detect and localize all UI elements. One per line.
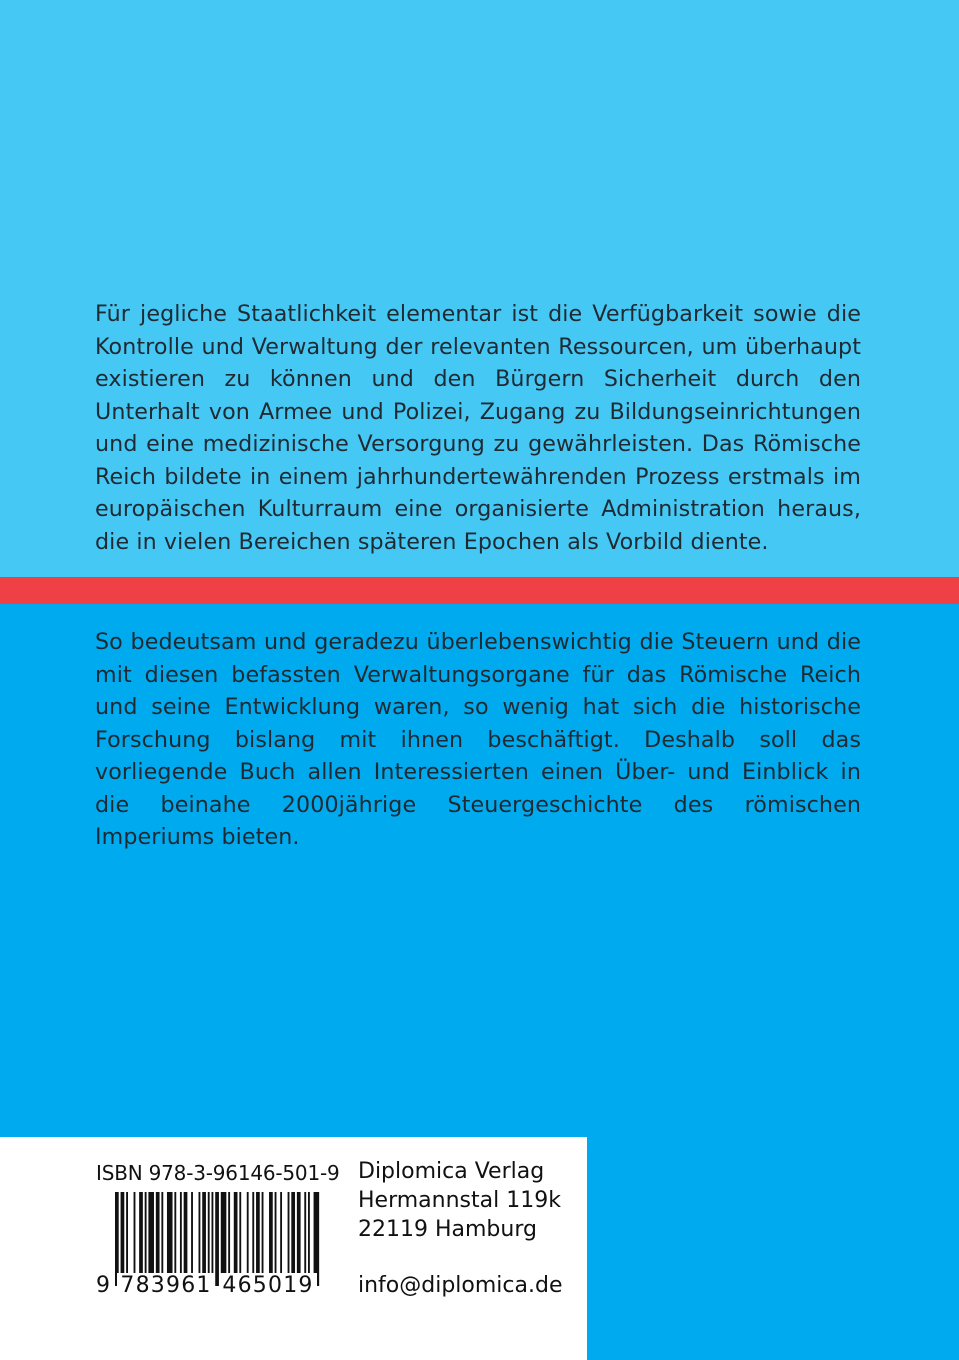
barcode-bar	[280, 1192, 282, 1274]
barcode-bar	[256, 1192, 260, 1274]
barcode-bar	[126, 1192, 128, 1274]
red-divider-stripe	[0, 577, 959, 604]
barcode-bar	[239, 1192, 241, 1274]
barcode-bar	[139, 1192, 143, 1274]
barcode-bar	[145, 1192, 147, 1274]
blurb-paragraph-2: So bedeutsam und geradezu überlebenswichtig die Steuern und die mit diesen befassten Verwaltungsorgane für das Römische Reich und seine Entwicklung waren, so wenig hat sich die historische Forschung bislang mit ihnen beschäftigt. Deshalb soll das vorliegende Buch allen Interessierten einen Über- und Einblick in die beinahe 2000jährige Steuergeschichte des römischen Imperiums bieten.	[95, 629, 861, 850]
barcode-digits-right: 465019	[219, 1273, 317, 1298]
barcode-bar	[269, 1192, 273, 1274]
barcode-bar	[174, 1192, 176, 1274]
publisher-email: info@diplomica.de	[358, 1273, 563, 1298]
publisher-street: Hermannstal 119k	[358, 1188, 561, 1213]
barcode-bar	[161, 1192, 163, 1274]
barcode-bar	[288, 1192, 290, 1274]
barcode-bar	[262, 1192, 264, 1274]
barcode-digit-first: 9	[96, 1273, 110, 1298]
barcode-bar	[314, 1192, 320, 1286]
barcode-bar	[212, 1192, 214, 1274]
blurb-paragraph-1: Für jegliche Staatlichkeit elementar ist die Verfügbarkeit sowie die Kontrolle und Verwaltung der relevanten Ressourcen, um überhaupt existieren zu können und den Bürgern Sicherheit durch den Unterhalt von Armee und Polizei, Zugang zu Bildungseinrichtungen und eine medizinische Versorgung zu gewährleisten. Das Römische Reich bildete in einem jahrhundertewährenden Prozess erstmals im europäischen Kulturraum eine organisierte Administration heraus, die in vielen Bereichen späteren Epochen als Vorbild diente.	[95, 301, 861, 555]
barcode-bar	[247, 1192, 249, 1274]
barcode-bar	[215, 1192, 219, 1286]
barcode-bar	[308, 1192, 310, 1286]
barcode-bar	[221, 1192, 227, 1286]
barcode-bar	[134, 1192, 136, 1274]
barcode-digits-left: 783961	[117, 1273, 215, 1298]
publisher-address	[358, 1157, 561, 1244]
barcode-bar	[184, 1192, 188, 1274]
publisher-name: Diplomica Verlag	[358, 1159, 545, 1184]
barcode-bar	[304, 1192, 306, 1274]
barcode-bar	[228, 1192, 230, 1274]
barcode-icon	[115, 1192, 321, 1286]
barcode-bar	[180, 1192, 182, 1274]
barcode-bar	[252, 1192, 254, 1274]
barcode-bar	[156, 1192, 160, 1274]
barcode-bar	[115, 1192, 119, 1286]
publisher-city: 22119 Hamburg	[358, 1217, 537, 1242]
isbn-label: ISBN 978-3-96146-501-9	[96, 1161, 340, 1185]
barcode-bar	[199, 1192, 201, 1274]
barcode-bar	[167, 1192, 173, 1274]
barcode-bar	[291, 1192, 295, 1274]
barcode-bar	[208, 1192, 210, 1274]
barcode-bar	[121, 1192, 125, 1286]
barcode-bar	[275, 1192, 277, 1274]
barcode-bar	[148, 1192, 154, 1274]
barcode-bar	[234, 1192, 238, 1274]
barcode-bar	[202, 1192, 206, 1274]
barcode-bar	[191, 1192, 193, 1274]
barcode-bar	[297, 1192, 301, 1274]
